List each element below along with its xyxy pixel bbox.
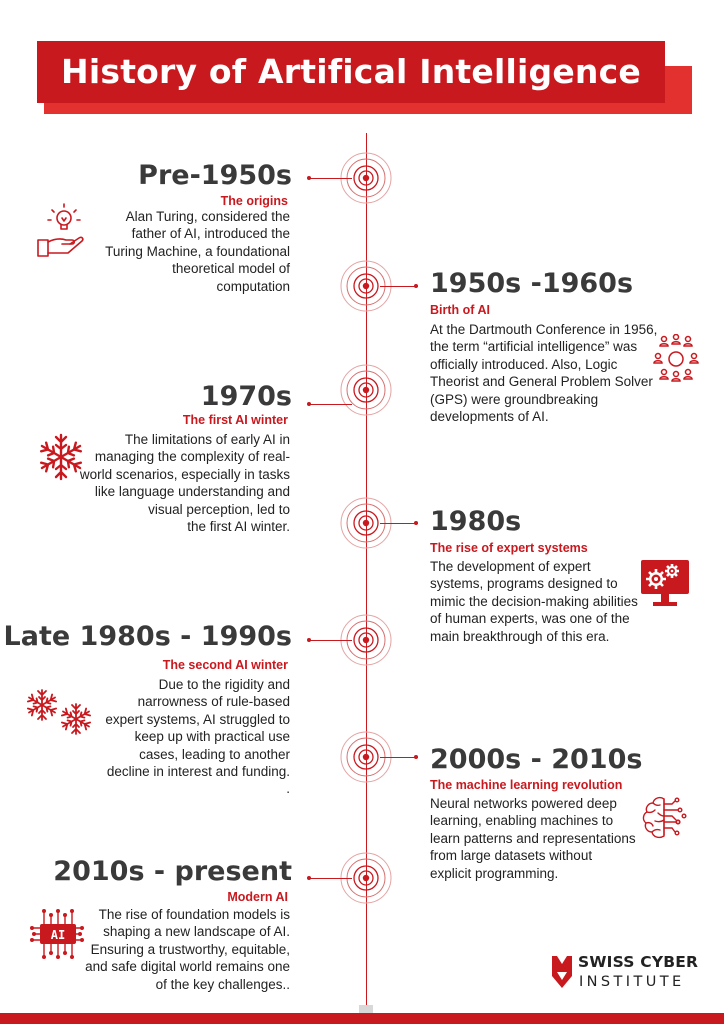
timeline-connector	[310, 878, 352, 879]
hand-lightbulb-icon	[36, 200, 86, 265]
company-logo	[551, 953, 699, 995]
era-description: Alan Turing, considered the father of AI, introduced the Turing Machine, a foundational theoretical model of computation	[105, 209, 290, 294]
monitor-gears-icon	[640, 558, 690, 615]
era-description: The limitations of early AI in managing the complexity of real- world scenarios, especially in tasks like language understanding and visual perception, led to the first AI winter.	[79, 432, 290, 535]
timeline-node	[340, 364, 392, 416]
connector-dot	[307, 402, 311, 406]
era-description: The rise of foundation models is shaping a new landscape of AI. Ensuring a trustworthy, equitable, and safe digital world remains one of the key challenges..	[85, 907, 290, 992]
ai-chip-icon	[30, 908, 84, 965]
logo-subtitle: INSTITUTE	[579, 974, 685, 990]
snowflake-icon	[36, 432, 86, 487]
page-title: History of Artifical Intelligence	[37, 41, 665, 103]
timeline-connector	[310, 404, 352, 405]
timeline-connector	[310, 640, 352, 641]
era-subtitle: The first AI winter	[182, 413, 288, 427]
timeline-connector	[380, 286, 418, 287]
shield-logo-icon	[551, 955, 573, 989]
era-heading: 2010s - present	[53, 856, 292, 887]
era-heading: Pre-1950s	[138, 160, 292, 191]
timeline-axis-end	[359, 1005, 373, 1013]
era-subtitle: Modern AI	[227, 890, 288, 904]
era-heading: Late 1980s - 1990s	[3, 621, 292, 652]
footer-bar	[0, 1013, 724, 1024]
connector-dot	[414, 755, 418, 759]
connector-dot	[414, 521, 418, 525]
era-heading: 1980s	[430, 506, 522, 537]
timeline-connector	[310, 178, 352, 179]
people-network-icon	[652, 334, 700, 389]
era-subtitle: The second AI winter	[162, 658, 288, 672]
era-description: Due to the rigidity and narrowness of rule-based expert systems, AI struggled to keep up with practical use cases, leading to another decline in interest and funding. .	[105, 677, 290, 797]
era-subtitle: Birth of AI	[430, 303, 490, 317]
era-description: The development of expert systems, programs designed to mimic the decision-making abilities of human experts, was one of the main breakthrough of this era.	[430, 559, 638, 644]
era-description: Neural networks powered deep learning, enabling machines to learn patterns and representations from large datasets without explicit programming.	[430, 796, 636, 881]
snowflakes-icon	[26, 686, 96, 741]
era-description: At the Dartmouth Conference in 1956, the term “artificial intelligence” was officially introduced. Also, Logic Theorist and General Problem Solver (GPS) were groundbreaking developments of AI.	[430, 322, 658, 425]
timeline-connector	[380, 523, 418, 524]
connector-dot	[414, 284, 418, 288]
connector-dot	[307, 638, 311, 642]
era-subtitle: The machine learning revolution	[430, 778, 623, 792]
connector-dot	[307, 176, 311, 180]
era-subtitle: The rise of expert systems	[430, 541, 588, 555]
era-heading: 1950s -1960s	[430, 268, 634, 299]
connector-dot	[307, 876, 311, 880]
era-heading: 1970s	[200, 381, 292, 412]
timeline-connector	[380, 757, 418, 758]
svg-text:AI: AI	[50, 928, 66, 942]
logo-name: SWISS CYBER	[578, 953, 699, 971]
era-heading: 2000s - 2010s	[430, 744, 643, 775]
brain-circuit-icon	[640, 795, 690, 850]
era-subtitle: The origins	[220, 194, 288, 208]
